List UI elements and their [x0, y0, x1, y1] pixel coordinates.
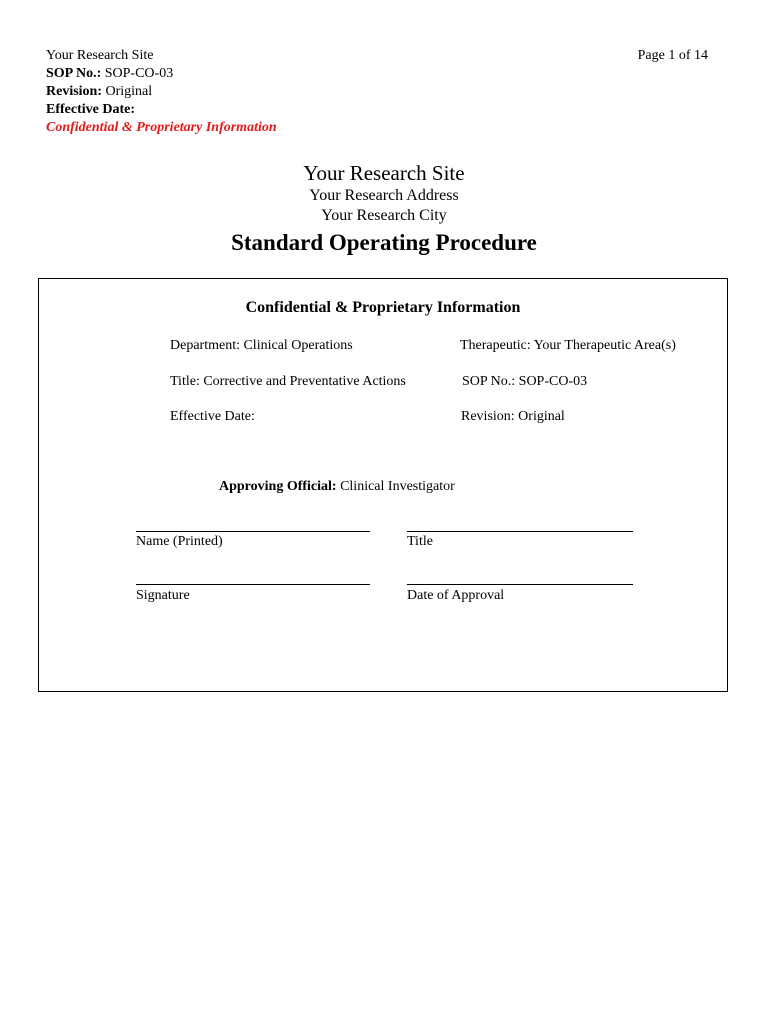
- header-revision-value: Original: [105, 84, 153, 99]
- sop-number-field: SOP No.: SOP-CO-03: [462, 374, 588, 389]
- name-printed-label: Name (Printed): [136, 534, 223, 549]
- header-sop-value: SOP-CO-03: [104, 66, 174, 81]
- revision-field: Revision: Original: [461, 409, 565, 424]
- document-header: [46, 47, 277, 137]
- approval-box: [38, 278, 728, 692]
- header-revision: [46, 83, 277, 101]
- page-number: Page 1 of 14: [637, 48, 708, 63]
- signature-label: Signature: [136, 588, 190, 603]
- site-address: Your Research Address: [309, 187, 459, 204]
- header-effective-date: Effective Date:: [46, 102, 136, 117]
- approving-official-value: Clinical Investigator: [340, 479, 455, 494]
- site-city: Your Research City: [321, 207, 447, 224]
- title-signature-line: [407, 531, 633, 532]
- title-block: [0, 160, 768, 258]
- signature-line: [136, 584, 370, 585]
- approval-date-line: [407, 584, 633, 585]
- title-label: Title: [407, 534, 433, 549]
- name-signature-line: [136, 531, 370, 532]
- therapeutic-field: Therapeutic: Your Therapeutic Area(s): [460, 338, 676, 353]
- title-field: Title: Corrective and Preventative Actions: [170, 374, 406, 389]
- header-site-name: Your Research Site: [46, 48, 154, 63]
- approving-official: [219, 479, 455, 495]
- document-title: Standard Operating Procedure: [231, 230, 537, 255]
- box-heading: Confidential & Proprietary Information: [245, 299, 521, 316]
- header-sop-label: SOP No.:: [46, 66, 102, 81]
- header-confidential-notice: Confidential & Proprietary Information: [46, 120, 277, 135]
- site-name: Your Research Site: [303, 161, 465, 185]
- date-of-approval-label: Date of Approval: [407, 588, 505, 603]
- effective-date-field: Effective Date:: [170, 409, 255, 424]
- approving-official-label: Approving Official:: [219, 479, 337, 494]
- header-sop-number: [46, 65, 277, 83]
- department-field: Department: Clinical Operations: [170, 338, 353, 353]
- header-revision-label: Revision:: [46, 84, 102, 99]
